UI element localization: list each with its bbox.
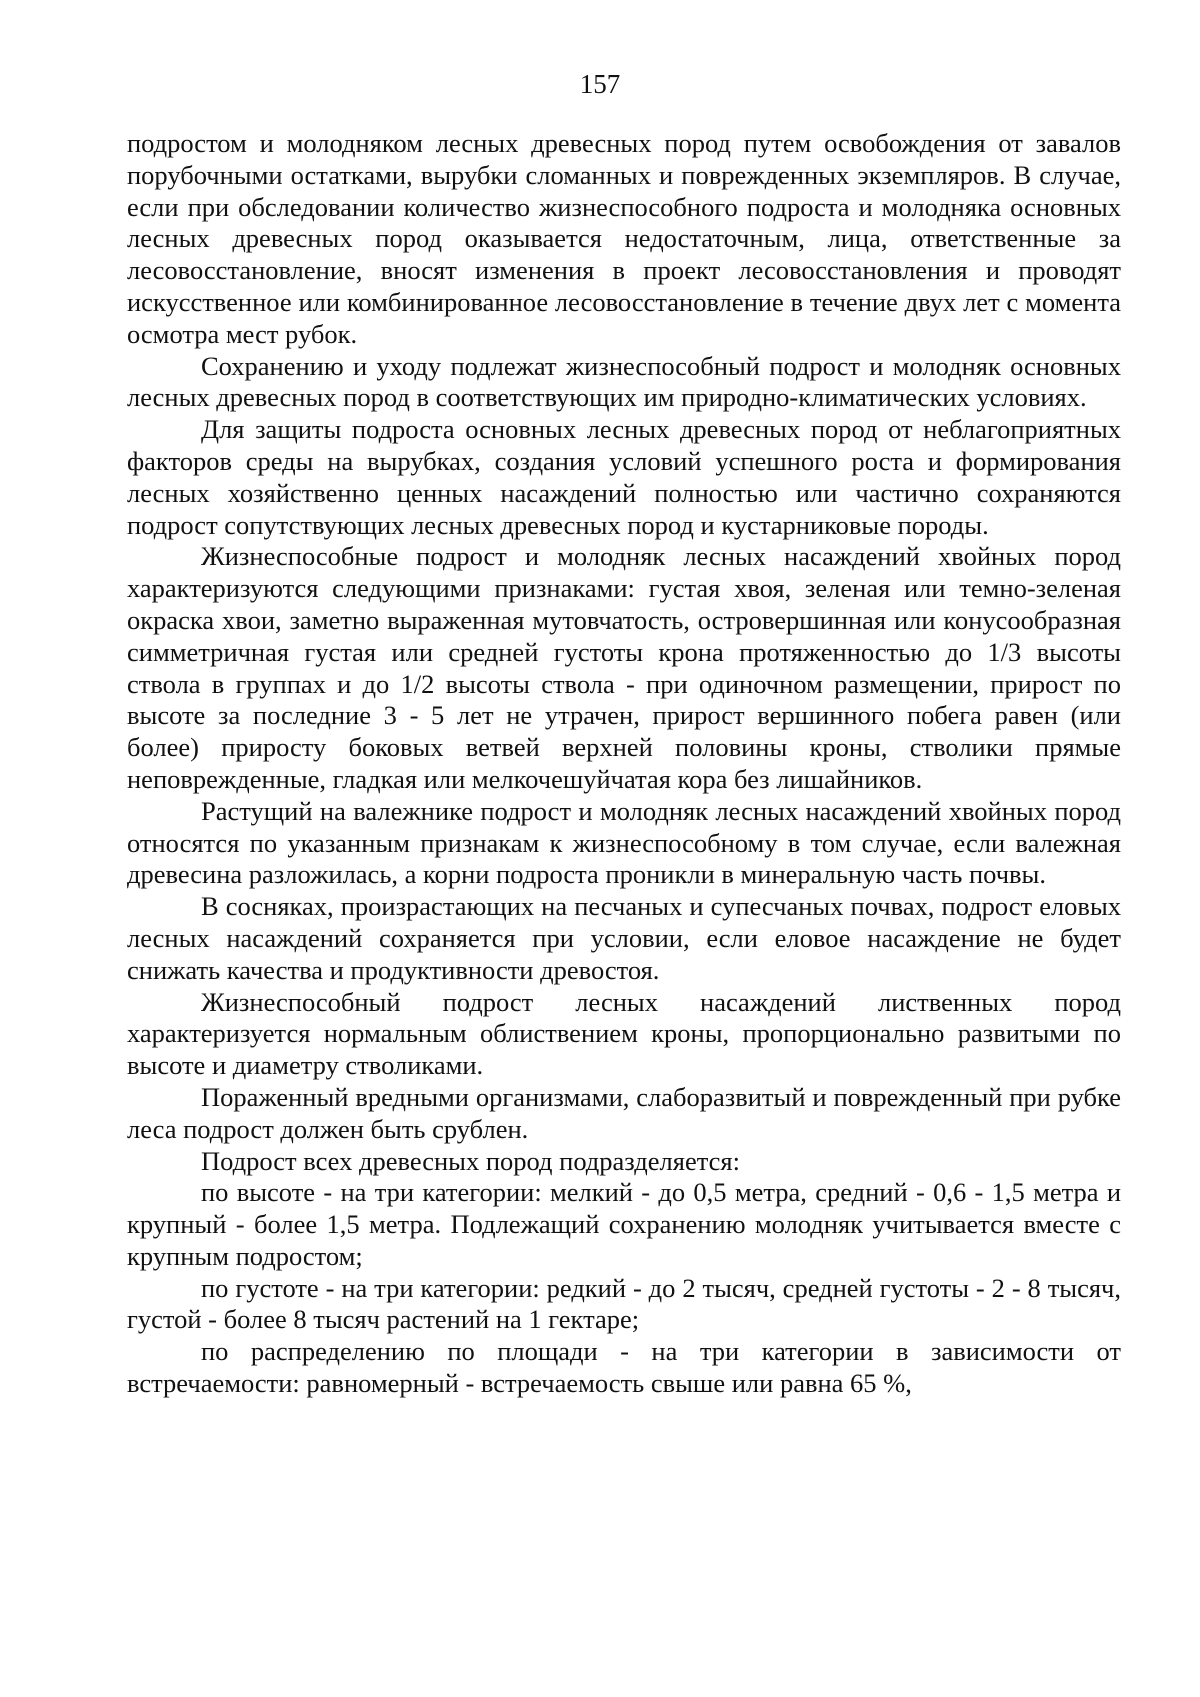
paragraph: Сохранению и уходу подлежат жизнеспособный подрост и молодняк основных лесных древесных пород в соответствующих им природно-климатических условиях. xyxy=(127,350,1121,413)
paragraph: по высоте - на три категории: мелкий - до 0,5 метра, средний - 0,6 - 1,5 метра и крупный - более 1,5 метра. Подлежащий сохранению молодняк учитывается вместе с крупным подростом; xyxy=(127,1177,1121,1271)
paragraph: Жизнеспособный подрост лесных насаждений лиственных пород характеризуется нормальным облиствением кроны, пропорционально развитыми по высоте и диаметру стволиками. xyxy=(127,986,1121,1081)
paragraph: Пораженный вредными организмами, слаборазвитый и поврежденный при рубке леса подрост должен быть срублен. xyxy=(127,1081,1121,1144)
paragraph: Растущий на валежнике подрост и молодняк лесных насаждений хвойных пород относятся по указанным признакам к жизнеспособному в том случае, если валежная древесина разложилась, а корни подроста проникли в минеральную часть почвы. xyxy=(127,795,1121,890)
paragraph: подростом и молодняком лесных древесных пород путем освобождения от завалов порубочными остатками, вырубки сломанных и поврежденных экземпляров. В случае, если при обследовании количество жизнеспособного подроста и молодняка основных лесных древесных пород оказывается недостаточным, лица, ответственные за лесовосстановление, вносят изменения в проект лесовосстановления и проводят искусственное или комбинированное лесовосстановление в течение двух лет с момента осмотра мест рубок. xyxy=(127,128,1121,349)
paragraph: Жизнеспособные подрост и молодняк лесных насаждений хвойных пород характеризуются следующими признаками: густая хвоя, зеленая или темно-зеленая окраска хвои, заметно выраженная мутовчатость, островершинная или конусообразная симметричная густая или средней густоты крона протяженностью до 1/3 высоты ствола в группах и до 1/2 высоты ствола - при одиночном размещении, прирост по высоте за последние 3 - 5 лет не утрачен, прирост вершинного побега равен (или более) приросту боковых ветвей верхней половины кроны, стволики прямые неповрежденные, гладкая или мелкочешуйчатая кора без лишайников. xyxy=(127,541,1121,794)
page-number: 157 xyxy=(579,69,621,99)
paragraph: В сосняках, произрастающих на песчаных и супесчаных почвах, подрост еловых лесных насаждений сохраняется при условии, если еловое насаждение не будет снижать качества и продуктивности древостоя. xyxy=(127,891,1121,985)
paragraph: по густоте - на три категории: редкий - до 2 тысяч, средней густоты - 2 - 8 тысяч, густой - более 8 тысяч растений на 1 гектаре; xyxy=(127,1272,1121,1335)
paragraph: Подрост всех древесных пород подразделяется: xyxy=(201,1145,740,1176)
paragraph: по распределению по площади - на три категории в зависимости от встречаемости: равномерный - встречаемость свыше или равна 65 %, xyxy=(127,1336,1121,1399)
paragraph: Для защиты подроста основных лесных древесных пород от неблагоприятных факторов среды на вырубках, создания условий успешного роста и формирования лесных хозяйственно ценных насаждений полностью или частично сохраняются подрост сопутствующих лесных древесных пород и кустарниковые породы. xyxy=(127,414,1121,540)
document-body xyxy=(127,128,1121,1400)
